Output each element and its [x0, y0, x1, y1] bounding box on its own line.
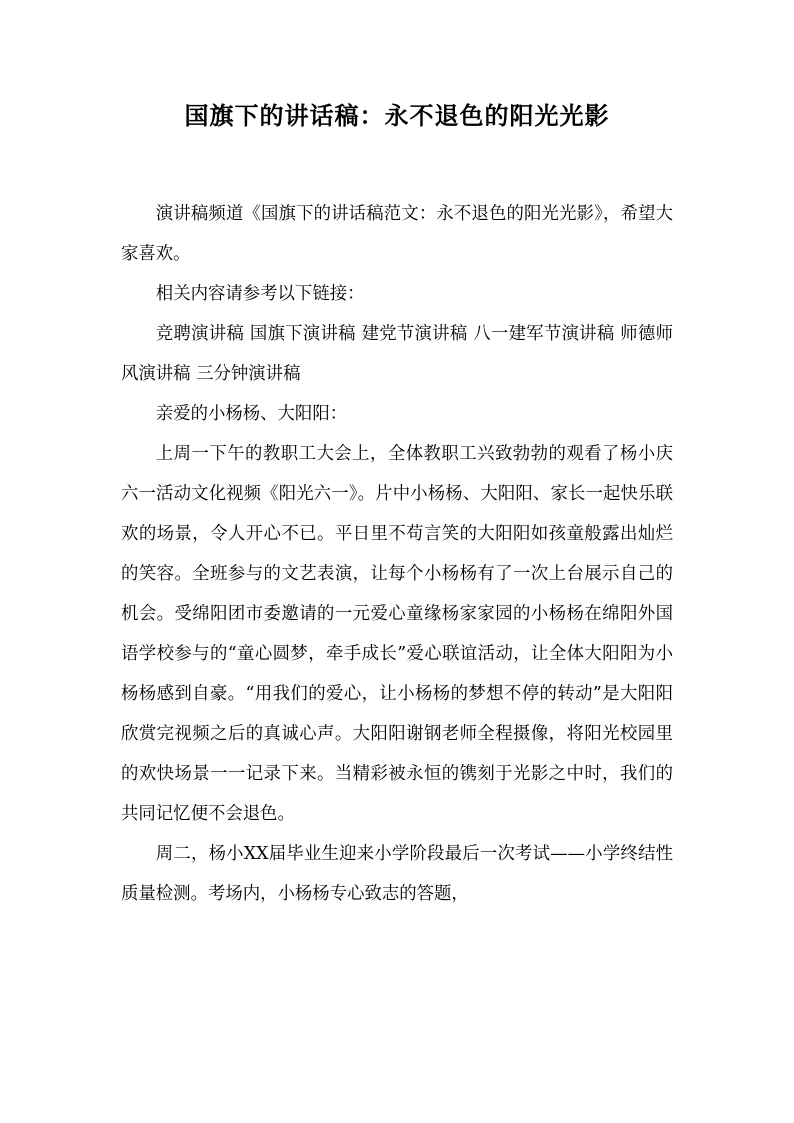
related-prompt: 相关内容请参考以下链接：	[155, 284, 365, 304]
related-link[interactable]: 师德师风演讲稿	[121, 324, 673, 384]
related-link[interactable]: 三分钟演讲稿	[196, 364, 301, 384]
related-link[interactable]: 建党节演讲稿	[361, 324, 468, 344]
intro-paragraph: 演讲稿频道《国旗下的讲话稿范文：永不退色的阳光光影》，希望大家喜欢。	[121, 204, 673, 264]
greeting: 亲爱的小杨杨、大阳阳：	[155, 404, 348, 424]
related-link[interactable]: 竞聘演讲稿	[155, 324, 245, 344]
document-body	[121, 194, 673, 914]
related-link[interactable]: 八一建军节演讲稿	[473, 324, 615, 344]
body-paragraph-1: 上周一下午的教职工大会上，全体教职工兴致勃勃的观看了杨小庆六一活动文化视频《阳光六一》。片中小杨杨、大阳阳、家长一起快乐联欢的场景，令人开心不已。平日里不苟言笑的大阳阳如孩童般露出灿烂的笑容。全班参与的文艺表演，让每个小杨杨有了一次上台展示自己的机会。受绵阳团市委邀请的一元爱心童缘杨家家园的小杨杨在绵阳外国语学校参与的“童心圆梦，牵手成长”爱心联谊活动，让全体大阳阳为小杨杨感到自豪。“用我们的爱心，让小杨杨的梦想不停的转动”是大阳阳欣赏完视频之后的真诚心声。大阳阳谢钢老师全程摄像，将阳光校园里的欢快场景一一记录下来。当精彩被永恒的镌刻于光影之中时，我们的共同记忆便不会退色。	[121, 444, 673, 824]
body-paragraph-2: 周二，杨小XX届毕业生迎来小学阶段最后一次考试——小学终结性质量检测。考场内，小杨杨专心致志的答题，	[121, 844, 673, 904]
related-links	[121, 314, 673, 394]
page-title: 国旗下的讲话稿：永不退色的阳光光影	[184, 102, 610, 130]
related-link[interactable]: 国旗下演讲稿	[249, 324, 356, 344]
